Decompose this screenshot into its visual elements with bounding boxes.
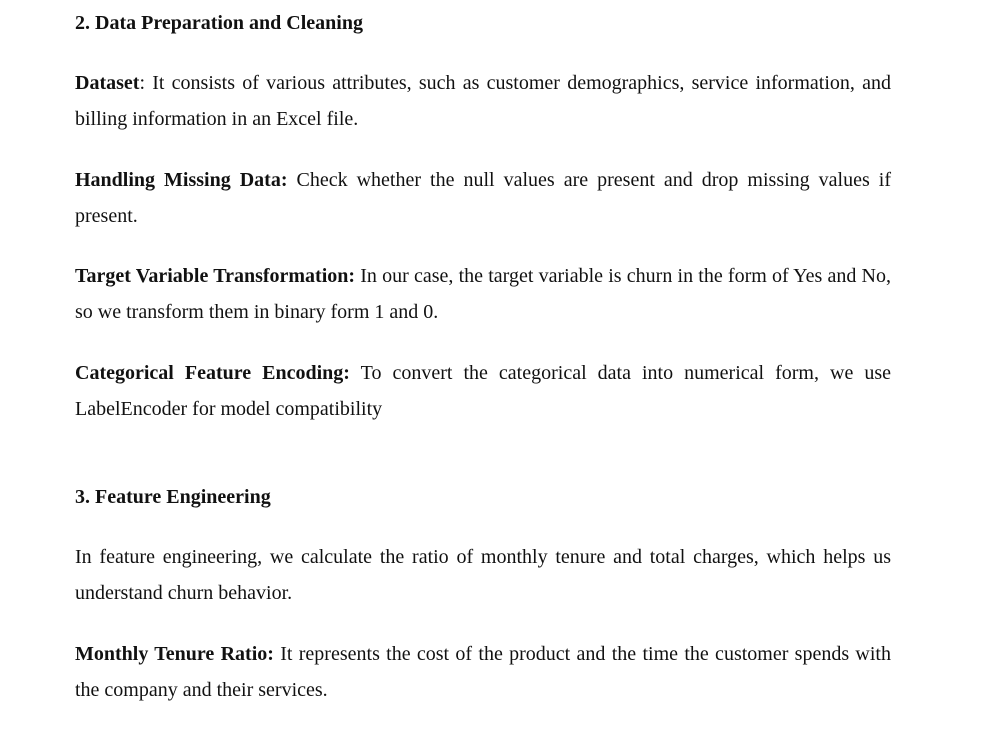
paragraph-dataset-text: It consists of various attributes, such as customer demographics, service information, and billing information in an Excel file. xyxy=(75,72,891,130)
term-target-variable-transformation: Target Variable Transformation: xyxy=(75,265,356,287)
paragraph-categorical-encoding-text: To convert the categorical data into numerical form, we use LabelEncoder for model compatibility xyxy=(75,362,891,420)
paragraph-monthly-tenure-ratio-text: It represents the cost of the product and the time the customer spends with the company and their services. xyxy=(75,643,891,701)
term-categorical-feature-encoding: Categorical Feature Encoding: xyxy=(75,362,350,384)
paragraph-target-variable-text: In our case, the target variable is churn in the form of Yes and No, so we transform them in binary form 1 and 0. xyxy=(75,265,891,323)
paragraph-monthly-tenure-ratio xyxy=(75,636,891,708)
paragraph-missing-data-text: Check whether the null values are present and drop missing values if present. xyxy=(75,169,891,227)
term-monthly-tenure-ratio: Monthly Tenure Ratio: xyxy=(75,643,274,665)
paragraph-dataset xyxy=(75,65,891,137)
paragraph-feature-engineering-intro: In feature engineering, we calculate the ratio of monthly tenure and total charges, which helps us understand churn behavior. xyxy=(75,546,891,604)
paragraph-missing-data xyxy=(75,162,891,234)
term-dataset: Dataset xyxy=(75,72,140,94)
term-handling-missing-data: Handling Missing Data: xyxy=(75,169,288,191)
paragraph-categorical-encoding xyxy=(75,355,891,427)
term-separator: : xyxy=(139,72,145,94)
section-heading-data-preparation: 2. Data Preparation and Cleaning xyxy=(75,12,363,34)
paragraph-target-variable xyxy=(75,258,891,330)
section-heading-feature-engineering: 3. Feature Engineering xyxy=(75,486,271,508)
